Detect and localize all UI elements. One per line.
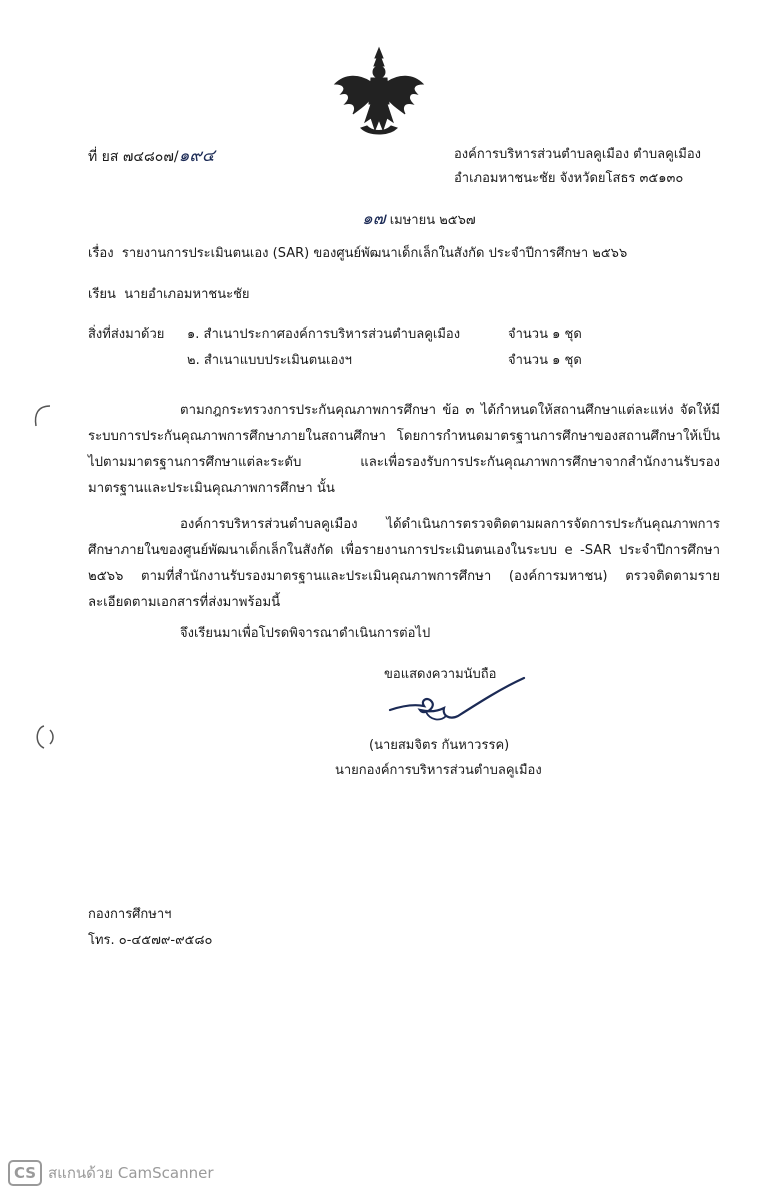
camscanner-watermark-text: สแกนด้วย CamScanner	[48, 1164, 214, 1182]
salutation: ขอแสดงความนับถือ	[384, 667, 497, 682]
subject-text: รายงานการประเมินตนเอง (SAR) ของศูนย์พัฒนาเด็กเล็กในสังกัด ประจำปีการศึกษา ๒๕๖๖	[121, 246, 628, 261]
phone-number: โทร. ๐-๔๕๗๙-๙๕๘๐	[88, 933, 213, 948]
camscanner-watermark	[8, 1160, 214, 1186]
recipient-label: เรียน	[88, 287, 116, 302]
body-paragraph-2-text: องค์การบริหารส่วนตำบลคูเมือง ได้ดำเนินการตรวจติดตามผลการจัดการประกันคุณภาพการศึกษาภายในของศูนย์พัฒนาเด็กเล็กในสังกัด เพื่อรายงานการประเมินตนเองในระบบ e -SAR ประจำปีการศึกษา ๒๕๖๖ ตามที่สำนักงานรับรองมาตรฐานและประเมินคุณภาพการศึกษา (องค์การมหาชน) ตรวจติดตามรายละเอียดตามเอกสารที่ส่งมาพร้อมนี้	[88, 517, 720, 610]
handwritten-signature-icon	[384, 672, 534, 742]
department-name: กองการศึกษาฯ	[88, 907, 172, 922]
date-day-handwritten: ๑๗	[362, 209, 386, 229]
enclosures-label: สิ่งที่ส่งมาด้วย	[88, 327, 165, 342]
body-paragraph-1-text: ตามกฎกระทรวงการประกันคุณภาพการศึกษา ข้อ ๓ ได้กำหนดให้สถานศึกษาแต่ละแห่ง จัดให้มีระบบการประกันคุณภาพการศึกษาภายในสถานศึกษา โดยการกำหนดมาตรฐานการศึกษาของสถานศึกษาให้เป็นไปตามมาตรฐานการศึกษาแต่ละระดับ และเพื่อรองรับการประกันคุณภาพการศึกษาจากสำนักงานรับรองมาตรฐานและประเมินคุณภาพการศึกษา นั้น	[88, 403, 720, 496]
signer-name: (นายสมจิตร กันหาวรรค)	[369, 738, 510, 753]
garuda-emblem-icon	[331, 44, 427, 140]
camscanner-logo-icon: CS	[8, 1160, 42, 1186]
reference-handwritten: ๑๙๔	[178, 146, 215, 166]
closing-request: จึงเรียนมาเพื่อโปรดพิจารณาดำเนินการต่อไป	[180, 626, 431, 641]
recipient-name: นายอำเภอมหาชนะชัย	[124, 287, 250, 302]
recipient-line	[88, 286, 250, 304]
body-paragraph-2	[88, 512, 720, 616]
scan-binder-mark-icon	[30, 402, 54, 432]
letter-date	[362, 210, 476, 230]
reference-number	[88, 146, 215, 167]
scan-binder-hole-icon	[30, 722, 60, 752]
body-paragraph-1	[88, 398, 720, 502]
sender-organization: องค์การบริหารส่วนตำบลคูเมือง ตำบลคูเมือง	[454, 147, 701, 162]
reference-prefix: ที่ ยส ๗๔๘๐๗/	[88, 149, 179, 165]
enclosure-item-2: ๒. สำเนาแบบประเมินตนเองฯ	[187, 353, 352, 368]
enclosure-qty-2: จำนวน ๑ ชุด	[508, 353, 582, 368]
subject-line	[88, 245, 627, 263]
date-month-year: เมษายน ๒๕๖๗	[389, 213, 476, 228]
enclosure-item-1: ๑. สำเนาประกาศองค์การบริหารส่วนตำบลคูเมือง	[187, 327, 461, 342]
signer-title: นายกองค์การบริหารส่วนตำบลคูเมือง	[335, 763, 542, 778]
enclosure-qty-1: จำนวน ๑ ชุด	[508, 327, 582, 342]
sender-address: อำเภอมหาชนะชัย จังหวัดยโสธร ๓๕๑๓๐	[454, 171, 684, 186]
subject-label: เรื่อง	[88, 246, 114, 261]
